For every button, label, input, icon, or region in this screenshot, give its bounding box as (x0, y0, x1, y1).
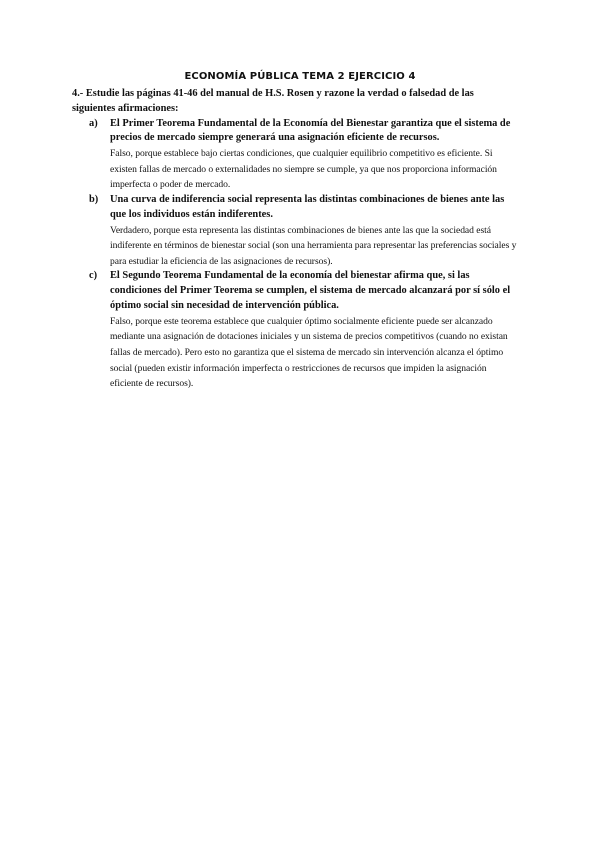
item-body (103, 269, 518, 391)
item-answer: Falso, porque este teorema establece que cualquier óptimo socialmente eficiente puede ser alcanzado mediante una asignación de dotaciones iniciales y un sistema de precios competitivos (cuando no existan fallas de mercado). Pero esto no garantiza que el sistema de mercado sin intervención alcanza el óptimo social (pueden existir información imperfecta o restricciones de recursos que impiden la asignación eficiente de recursos). (110, 315, 508, 390)
exercise-statement: 4.- Estudie las páginas 41-46 del manual de H.S. Rosen y razone la verdad o falsedad de las siguientes afirmaciones: (72, 88, 474, 114)
item-body (103, 193, 518, 269)
item-answer: Verdadero, porque esta representa las distintas combinaciones de bienes ante las que la sociedad está indiferente en términos de bienestar social (son una herramienta para representar las preferencias sociales y para estudiar la eficiencia de las asignaciones de recursos). (110, 224, 517, 267)
item-marker: b) (89, 193, 99, 205)
document-body (72, 87, 518, 392)
list-item (72, 193, 518, 269)
list-item (72, 117, 518, 193)
document-title: ECONOMÍA PÚBLICA TEMA 2 EJERCICIO 4 (184, 71, 416, 82)
item-marker: a) (89, 117, 98, 129)
item-question: El Primer Teorema Fundamental de la Economía del Bienestar garantiza que el sistema de precios de mercado siempre generará una asignación eficiente de recursos. (110, 117, 511, 144)
item-question: Una curva de indiferencia social representa las distintas combinaciones de bienes ante las que los individuos están indiferentes. (110, 193, 505, 220)
item-question: El Segundo Teorema Fundamental de la economía del bienestar afirma que, si las condiciones del Primer Teorema se cumplen, el sistema de mercado alcanzará por sí sólo el óptimo social sin necesidad de intervención pública. (110, 270, 511, 311)
item-marker: c) (89, 270, 98, 282)
list-item (72, 269, 518, 391)
item-answer: Falso, porque establece bajo ciertas condiciones, que cualquier equilibrio competitivo es eficiente. Si existen fallas de mercado o externalidades no siempre se cumple, ya que nos proporciona información imperfecta o poder de mercado. (110, 148, 497, 191)
item-body (103, 117, 518, 193)
